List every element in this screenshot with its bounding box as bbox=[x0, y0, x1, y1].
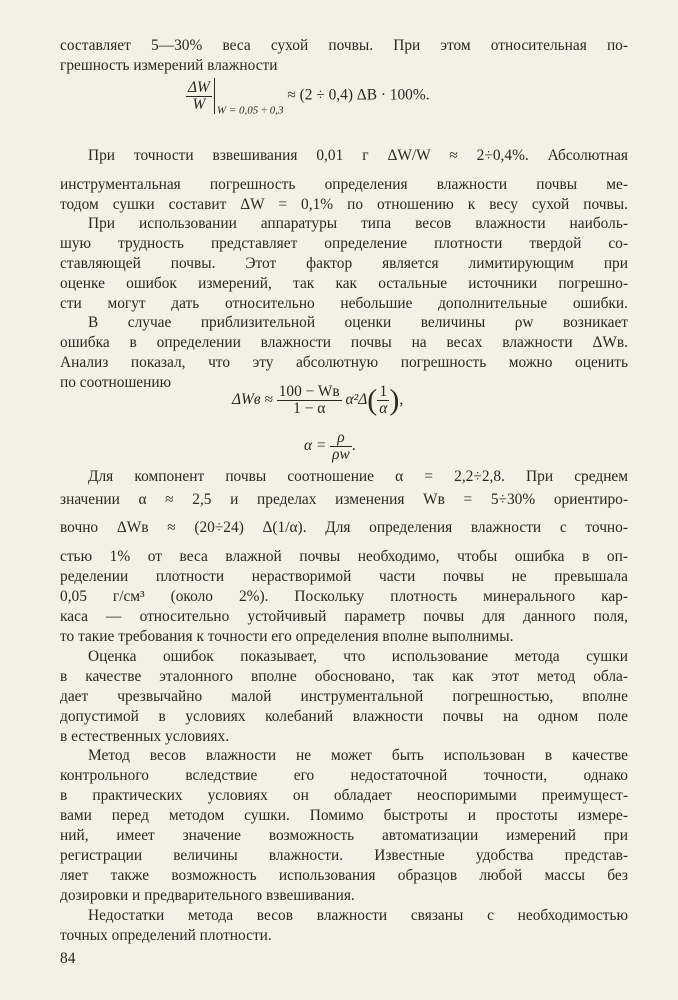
text-line: ляет также возможность использования образцов любой массы без bbox=[60, 867, 628, 884]
text-line: оценке ошибок измерений, так как остальные источники погрешно- bbox=[60, 275, 628, 292]
formula-absolute-error: ΔWв ≈ $\frac{100 - Wв}{1 - \alpha}$ α²Δ( $\frac{1}{\alpha}$ ), bbox=[232, 383, 404, 417]
formula-relative-error: $\frac{\Delta W}{W}$ $_{W = 0,05 \div 0,3}$ ≈ (2 ÷ 0,4) ΔB · 100%. bbox=[188, 78, 430, 117]
page-number: 84 bbox=[60, 950, 76, 967]
text-line: дозировки и предварительного взвешивания. bbox=[60, 887, 355, 904]
text-line: точных определений плотности. bbox=[60, 927, 272, 944]
text-line: ошибка в определении влажности почвы на весах влажности ΔWв. bbox=[60, 334, 628, 351]
text-line: то такие требования к точности его определения вполне выполнимы. bbox=[60, 628, 514, 645]
formula-alpha: α = $\frac{\rho}{\rho w}$ . bbox=[304, 429, 356, 463]
text-line: грешность измерений влажности bbox=[60, 57, 278, 74]
text-line: тодом сушки составит ΔW = 0,1% по отношению к весу сухой почвы. bbox=[60, 196, 628, 213]
text-line: контрольного вследствие его недостаточной точности, однако bbox=[60, 767, 628, 784]
text-line: стью 1% от веса влажной почвы необходимо, чтобы ошибка в оп- bbox=[60, 548, 628, 565]
text-line: в практических условиях он обладает неоспоримыми преимущест- bbox=[60, 787, 628, 804]
text-line: Анализ показал, что эту абсолютную погрешность можно оценить bbox=[60, 354, 628, 371]
text-line: При использовании аппаратуры типа весов влажности наиболь- bbox=[88, 215, 628, 232]
text-line: инструментальная погрешность определения влажности почвы ме- bbox=[60, 176, 628, 193]
text-line: каса — относительно устойчивый параметр почвы для данного поля, bbox=[60, 608, 628, 625]
fraction: $\frac{1}{\alpha}$ bbox=[379, 383, 388, 417]
fraction: $\frac{100 - Wв}{1 - \alpha}$ bbox=[278, 383, 340, 417]
fraction: $\frac{\rho}{\rho w}$ bbox=[332, 429, 350, 463]
text-line: 0,05 г/см³ (около 2%). Поскольку плотность минерального кар- bbox=[60, 588, 628, 605]
fraction: $\frac{\Delta W}{W}$ bbox=[188, 78, 210, 113]
text-line: значении α ≈ 2,5 и пределах изменения Wв = 5÷30% ориентиро- bbox=[60, 491, 628, 508]
text-line: ний, имеет значение возможность автоматизации измерений при bbox=[60, 827, 628, 844]
text-line: Метод весов влажности не может быть использован в качестве bbox=[88, 747, 628, 764]
text-line: Для компонент почвы соотношение α = 2,2÷2,8. При среднем bbox=[88, 468, 628, 485]
text-line: дает чрезвычайно малой инструментальной погрешностью, вполне bbox=[60, 688, 628, 705]
text-line: ределении плотности нерастворимой части почвы не превышала bbox=[60, 568, 628, 585]
text-line: вочно ΔWв ≈ (20÷24) Δ(1/α). Для определения влажности с точно- bbox=[60, 519, 628, 536]
text-line: ставляющей почвы. Этот фактор является лимитирующим при bbox=[60, 255, 628, 272]
text-line: по соотношению bbox=[60, 374, 172, 391]
text-line: допустимой в условиях колебаний влажности почвы на одном поле bbox=[60, 708, 628, 725]
text-line: шую трудность представляет определение плотности твердой со- bbox=[60, 235, 628, 252]
text-line: составляет 5—30% веса сухой почвы. При этом относительная по- bbox=[60, 37, 628, 54]
text-line: В случае приблизительной оценки величины ρw возникает bbox=[88, 314, 628, 331]
text-line: сти могут дать относительно небольшие дополнительные ошибки. bbox=[60, 295, 628, 312]
text-line: в естественных условиях. bbox=[60, 728, 230, 745]
text-line: вами перед методом сушки. Помимо быстроты и простоты измере- bbox=[60, 807, 628, 824]
text-line: Недостатки метода весов влажности связаны с необходимостью bbox=[88, 907, 628, 924]
text-line: При точности взвешивания 0,01 г ΔW/W ≈ 2÷0,4%. Абсолютная bbox=[88, 147, 628, 164]
text-line: в качестве эталонного вполне обосновано, так как этот метод обла- bbox=[60, 668, 628, 685]
text-line: Оценка ошибок показывает, что использование метода сушки bbox=[88, 648, 628, 665]
text-line: регистрации величины влажности. Известные удобства представ- bbox=[60, 847, 628, 864]
